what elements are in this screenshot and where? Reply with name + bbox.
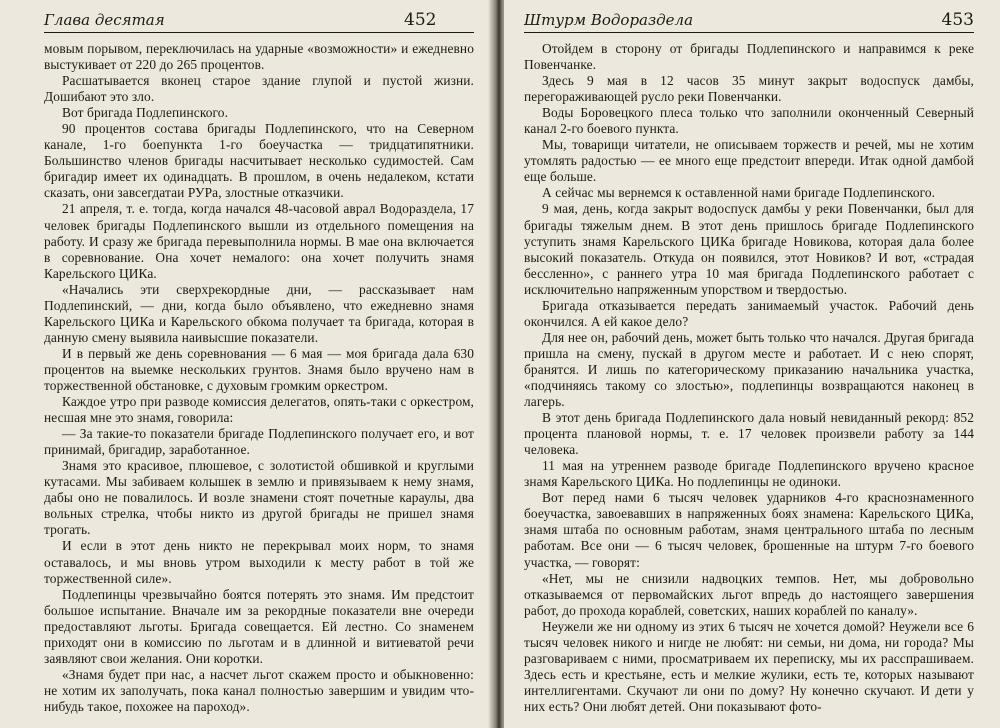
paragraph: Каждое утро при разводе комиссия делегатов, опять-таки с оркестром, несшая мне это знамя, говорила: — [44, 394, 474, 426]
paragraph: И если в этот день никто не перекрывал моих норм, то знамя оставалось, и мы вновь утром выходили к месту работ в той же торжественной силе». — [44, 538, 474, 586]
paragraph: Здесь 9 мая в 12 часов 35 минут закрыт водоспуск дамбы, перегораживающей русло реки Повенчанки. — [524, 73, 974, 105]
paragraph: Бригада отказывается передать занимаемый участок. Рабочий день окончился. А ей какое дело? — [524, 297, 974, 329]
paragraph: — За такие-то показатели бригаде Подлепинского получает его, и вот принимай, бригадир, заработанное. — [44, 426, 474, 458]
paragraph: Мы, товарищи читатели, не описываем торжеств и речей, мы не хотим утомлять радостью — ее много еще предстоит впереди. Итак одной дамбой еще больше. — [524, 137, 974, 185]
paragraph: «Нет, мы не снизили надвоцких темпов. Нет, мы добровольно отказываемся от первомайских льгот впредь до настоящего завершения работ, до прохода кораблей, советских, наших кораблей по каналу». — [524, 570, 974, 618]
paragraph: В этот день бригада Подлепинского дала новый невиданный рекорд: 852 процента плановой нормы, т. е. 17 человек произвели работу за 144 человека. — [524, 410, 974, 458]
paragraph: И в первый же день соревнования — 6 мая — моя бригада дала 630 процентов на выемке нескольких грунтов. Знамя было вручено нам в торжественной обстановке, с духовым громким оркестром. — [44, 345, 474, 393]
paragraph: Вот бригада Подлепинского. — [62, 105, 229, 121]
paragraph: Для нее он, рабочий день, может быть только что начался. Другая бригада пришла на смену, пускай в другом месте и работает. И с нею спорят, бранятся. И лишь по категорическому приказанию начальника участка, «подчиняясь такому со злостью», подлепинцы возвращаются наконец в лагерь. — [524, 329, 974, 410]
paragraph: Знамя это красивое, плюшевое, с золотистой обшивкой и круглыми кутасами. Мы забиваем колышек в землю и привязываем к нему знамя, дабы оно не повалилось. И возле знамени стоят почетные караулы, два вольных стрелка, чтобы никто из другой бригады не пришел знамя трогать. — [44, 458, 474, 538]
left-page — [0, 0, 494, 728]
left-page-header — [44, 6, 474, 33]
paragraph: Расшатывается вконец старое здание глупой и пустой жизни. Дошибают это зло. — [44, 73, 474, 105]
left-page-text — [44, 41, 474, 715]
paragraph: Подлепинцы чрезвычайно боятся потерять это знамя. Им предстоит большое испытание. Вначале им за рекордные показатели вне очереди предоставляют льготы. Бригада совещается. Ей лестно. Со знаменем приходят они в комиссию по льготам и в длинной и витиеватой речи заявляют свои желания. Они коротки. — [44, 586, 474, 666]
paragraph: Неужели же ни одному из этих 6 тысяч не хочется домой? Неужели все 6 тысяч человек никого и нигде не любят: ни семьи, ни дома, ни города? Мы разговариваем с ними, просматриваем их переписку, мы их расспрашиваем. Здесь есть и крестьяне, есть и мелкие жулики, есть те, которых называют интеллигентами. Скучают ли они по дому? Ну конечно скучают. И дети у них есть? Они любят детей. Они показывают фото- — [524, 618, 974, 714]
left-page-number: 452 — [404, 10, 437, 30]
right-page — [504, 0, 1000, 728]
paragraph: Вот перед нами 6 тысяч человек ударников 4-го краснознаменного боеучастка, завоевавших в напряженных боях знамена: Карельского ЦИКа, знамя штаба по основным работам, знамя центрального штаба по лесным работам. Все они — 6 тысяч человек, брошенные на штурм 7-го боевого участка, — говорят: — [524, 490, 974, 570]
paragraph: А сейчас мы вернемся к оставленной нами бригаде Подлепинского. — [542, 185, 936, 201]
paragraph: «Начались эти сверхрекордные дни, — рассказывает нам Подлепинский, — дни, когда было объявлено, что ежедневно знамя Карельского ЦИКа и Карельского обкома получает та бригада, которая в данную смену выявила наивысшие показатели. — [44, 281, 474, 345]
paragraph: 21 апреля, т. е. тогда, когда начался 48-часовой аврал Водораздела, 17 человек бригады Подлепинского вышли из отдельного помещения на работу. И сразу же бригада перевыполнила нормы. В мае она включается в соревнование. Она хочет немалого: она хочет получить знамя Карельского ЦИКа. — [44, 201, 474, 281]
paragraph: 11 мая на утреннем разводе бригаде Подлепинского вручено красное знамя Карельского ЦИКа. Но подлепинцы не одиноки. — [524, 458, 974, 490]
chapter-title: Глава десятая — [44, 11, 165, 29]
paragraph: Воды Боровецкого плеса только что заполнили оконченный Северный канал 2-го боевого пункта. — [524, 105, 974, 137]
right-page-text — [524, 41, 974, 715]
paragraph: Отойдем в сторону от бригады Подлепинского и направимся к реке Повенчанке. — [524, 41, 974, 73]
paragraph: мовым порывом, переключилась на ударные «возможности» и ежедневно выстукивает от 220 до 265 процентов. — [44, 41, 474, 73]
section-title: Штурм Водораздела — [524, 11, 694, 29]
paragraph: 9 мая, день, когда закрыт водоспуск дамбы у реки Повенчанки, был для бригады тяжелым днем. В этот день пришлось бригаде Подлепинского уступить знамя Карельского ЦИКа бригаде Новикова, которая дала более высокий показатель. Откуда он появился, этот Новиков? И вот, «страдая бессленно», с раннего утра 10 мая бригада Подлепинского работает с исключительно напряженным упорством и твердостью. — [524, 201, 974, 297]
right-page-number: 453 — [941, 10, 974, 30]
right-page-header — [524, 6, 974, 33]
paragraph: «Знамя будет при нас, а насчет льгот скажем просто и обыкновенно: не хотим их заполучать, пока канал полностью завершим и увидим что-нибудь такое, похожее на пароход». — [44, 666, 474, 714]
paragraph: 90 процентов состава бригады Подлепинского, что на Северном канале, 1-го боепункта 1-го боеучастка — тридцатипятники. Большинство членов бригады насчитывает несколько судимостей. Сам бригадир имеет их одинадцать. В прошлом, в очень недалеком, кстати сказать, они завсегдатаи РУРа, злостные отказчики. — [44, 121, 474, 201]
